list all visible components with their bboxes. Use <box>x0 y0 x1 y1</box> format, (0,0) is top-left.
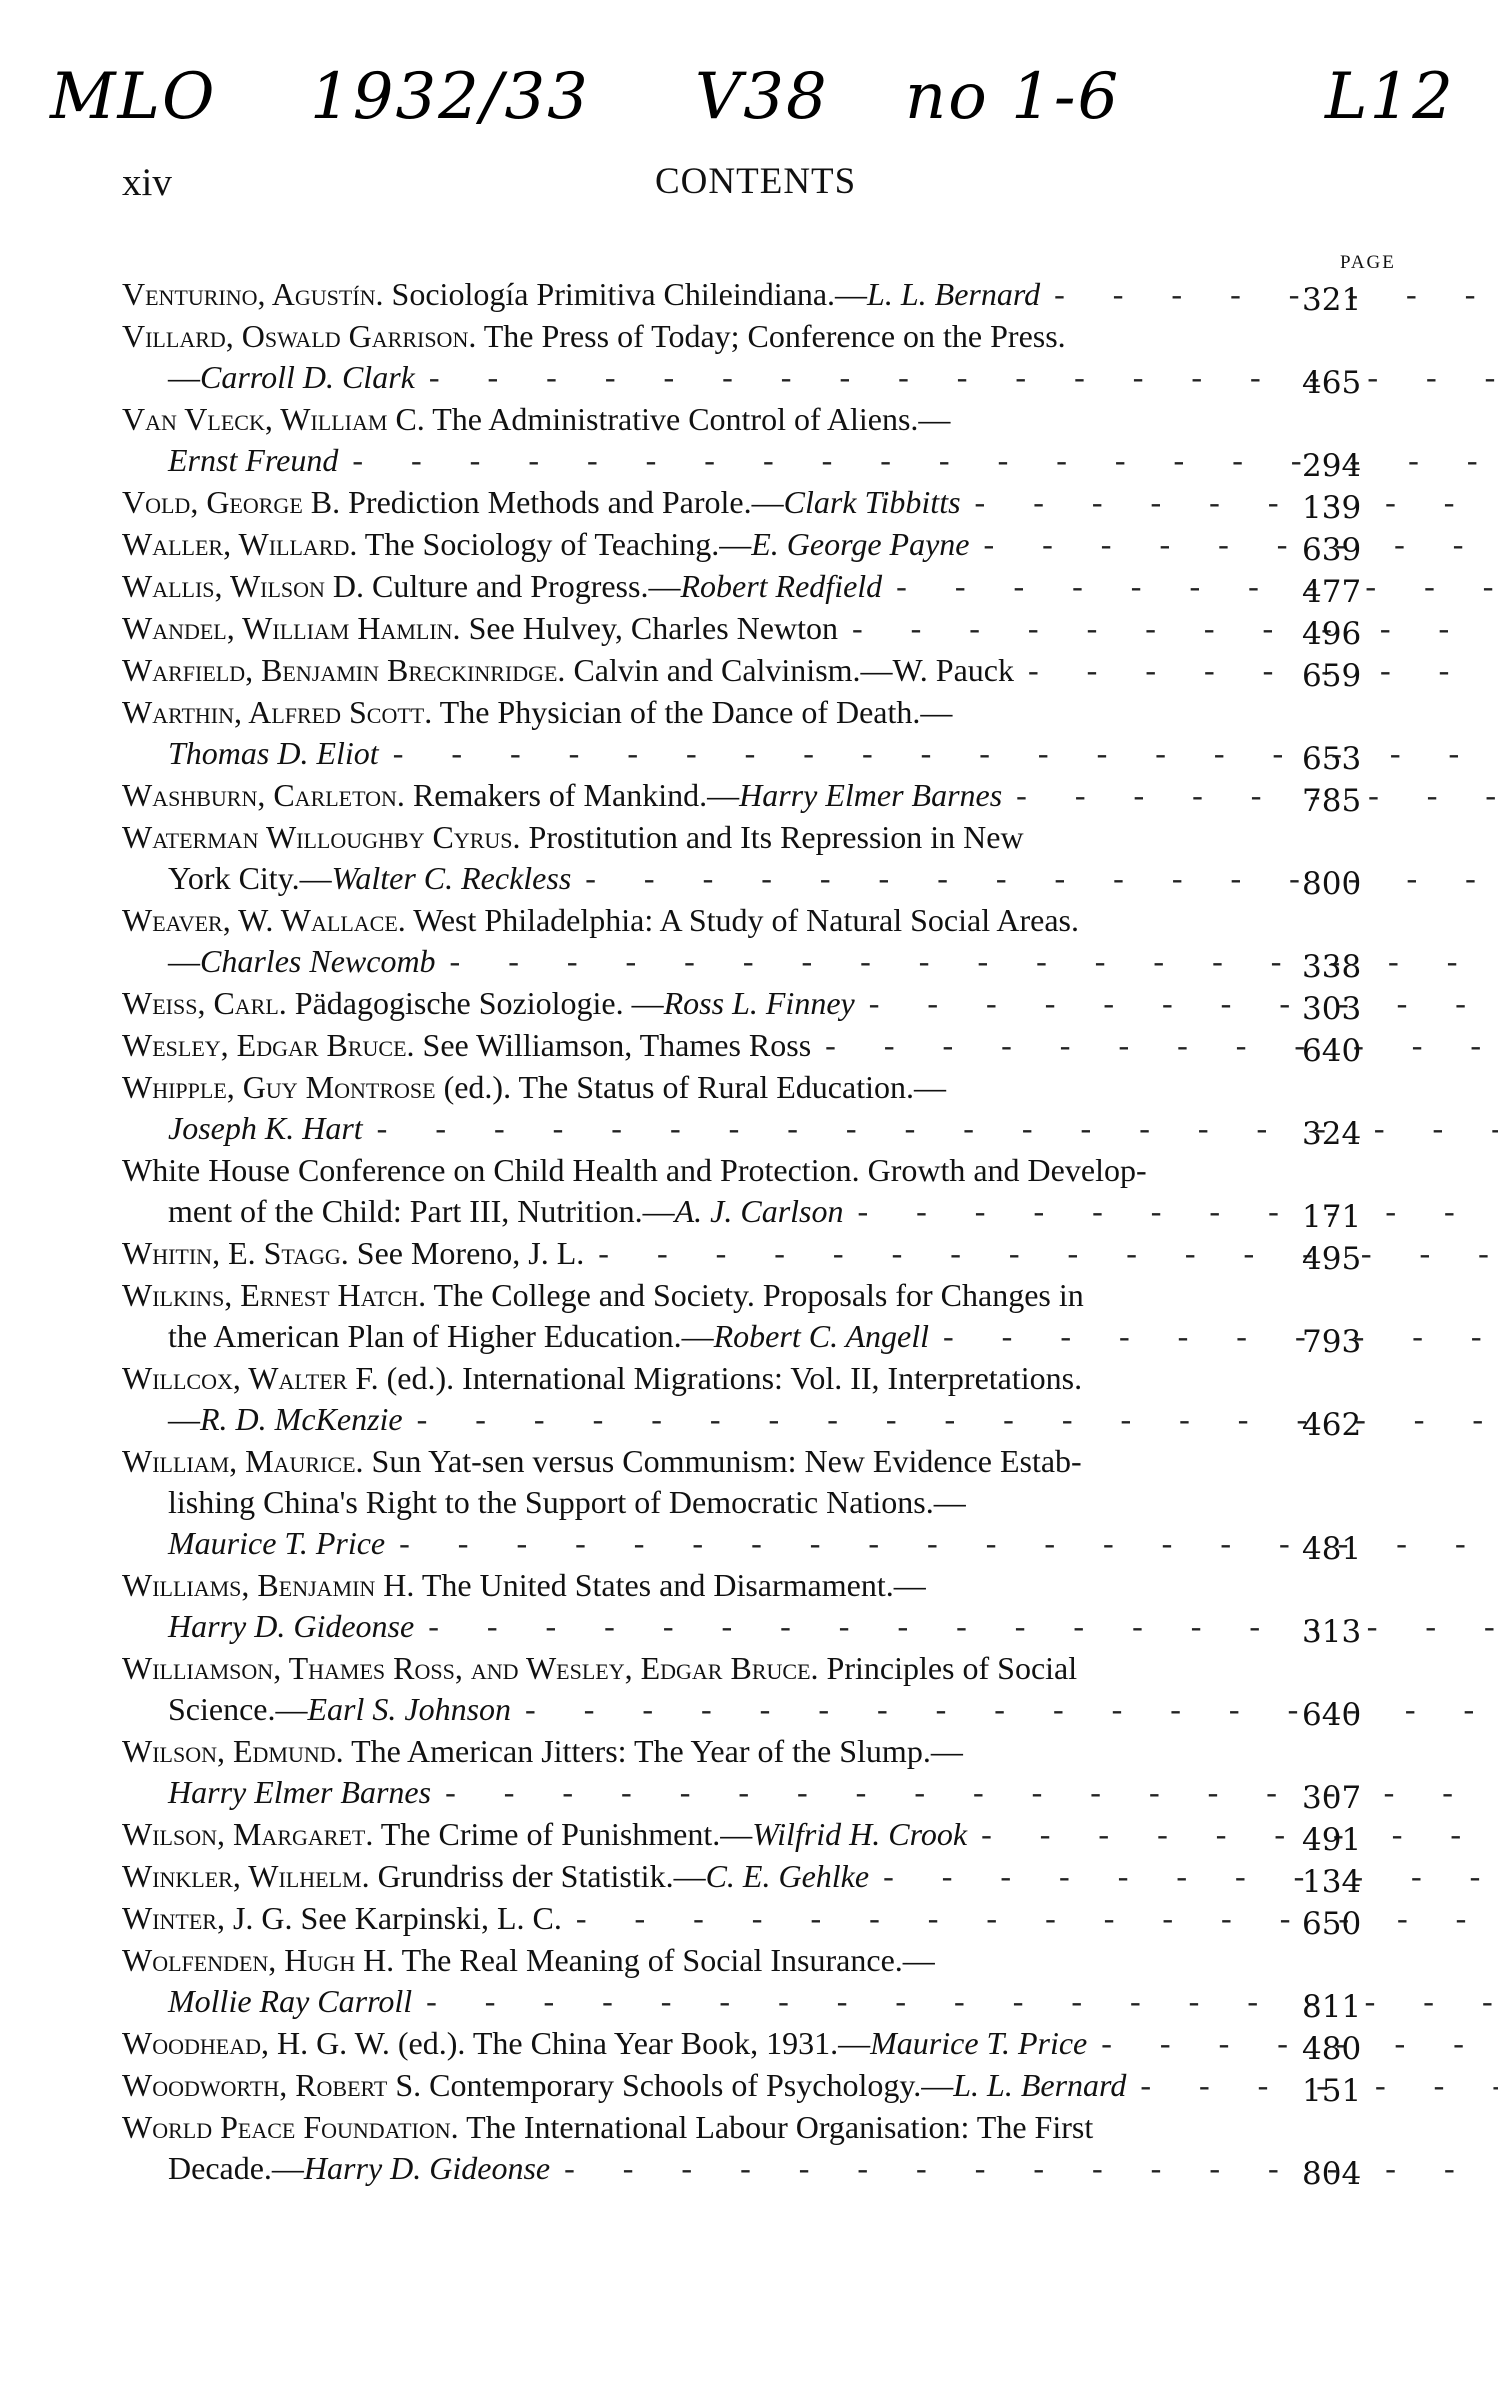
entry-title: Grundriss der Statistik.— <box>377 1858 706 1894</box>
entry-author: Woodhead, H. G. W. <box>122 2025 390 2061</box>
entry-title: See Hulvey, Charles Newton <box>468 610 838 646</box>
entry-reviewer: Carroll D. Clark <box>200 359 415 395</box>
entry-page-number: 171 <box>1302 1199 1362 1235</box>
entry-title: The College and Society. Proposals for Changes in <box>433 1277 1084 1313</box>
entry-title: The Physician of the Dance of Death.— <box>439 694 953 730</box>
contents-entry <box>122 650 1397 694</box>
entry-title: Science.— <box>168 1691 308 1727</box>
entry-author: Waterman Willoughby Cyrus. <box>122 819 521 855</box>
dot-leader <box>1054 276 1498 312</box>
contents-entry <box>122 1856 1397 1900</box>
handwritten-mark: V38 <box>695 60 829 134</box>
contents-entry <box>122 1441 1397 1567</box>
entry-author: Wesley, Edgar Bruce. <box>122 1027 415 1063</box>
entry-title: The United States and Disarmament.— <box>421 1567 926 1603</box>
entry-page-number: 653 <box>1302 741 1362 777</box>
entry-reviewer: Earl S. Johnson <box>307 1691 512 1727</box>
entry-page-number: 134 <box>1302 1864 1362 1900</box>
contents-entry <box>122 274 1397 318</box>
entry-reviewer: Harry Elmer Barnes <box>739 777 1003 813</box>
entry-author: Willcox, Walter F. <box>122 1360 379 1396</box>
entry-author: Weiss, Carl. <box>122 985 287 1021</box>
contents-entry <box>122 2023 1397 2067</box>
entry-reviewer: L. L. Bernard <box>867 276 1041 312</box>
entry-reviewer: Thomas D. Eliot <box>168 735 379 771</box>
entry-page-number: 462 <box>1302 1407 1362 1443</box>
page-folio: xiv <box>122 161 172 204</box>
entry-author: Warthin, Alfred Scott. <box>122 694 433 730</box>
entry-author: Waller, Willard. <box>122 526 358 562</box>
entry-title: — <box>168 943 200 979</box>
entry-author: Wolfenden, Hugh H. <box>122 1942 395 1978</box>
entry-title: Culture and Progress.— <box>372 568 681 604</box>
entry-author: Wilson, Edmund. <box>122 1733 344 1769</box>
contents-entry <box>122 1565 1397 1650</box>
entry-author: Williamson, Thames Ross, and Wesley, Edgar Bruce. <box>122 1650 819 1686</box>
entry-title: The Administrative Control of Aliens.— <box>432 401 951 437</box>
entry-reviewer: Harry D. Gideonse <box>303 2150 551 2186</box>
entry-title: The International Labour Organisation: The First <box>466 2109 1094 2145</box>
entry-author: William, Maurice. <box>122 1443 364 1479</box>
entry-page-number: 640 <box>1302 1033 1362 1069</box>
contents-entry <box>122 399 1397 484</box>
page-column-label: PAGE <box>1340 252 1396 273</box>
entry-title: Prediction Methods and Parole.— <box>348 484 784 520</box>
entry-reviewer: A. J. Carlson <box>674 1193 844 1229</box>
entry-page-number: 659 <box>1302 658 1362 694</box>
contents-entry <box>122 1275 1397 1360</box>
entry-author: Whipple, Guy Montrose <box>122 1069 436 1105</box>
entry-author: Woodworth, Robert S. <box>122 2067 422 2103</box>
entry-title: (ed.). The Status of Rural Education.— <box>443 1069 946 1105</box>
entry-author: Weaver, W. Wallace. <box>122 902 406 938</box>
entry-title: The American Jitters: The Year of the Slump.— <box>351 1733 963 1769</box>
entry-title: The Real Meaning of Social Insurance.— <box>401 1942 935 1978</box>
entry-title: West Philadelphia: A Study of Natural Social Areas. <box>413 902 1079 938</box>
entry-title: See Karpinski, L. C. <box>300 1900 562 1936</box>
entry-reviewer: Charles Newcomb <box>200 943 436 979</box>
entry-title: Remakers of Mankind.— <box>412 777 740 813</box>
dot-leader <box>981 1816 1498 1852</box>
contents-entry <box>122 1358 1397 1443</box>
entry-title: The Press of Today; Conference on the Press. <box>483 318 1066 354</box>
contents-entry <box>122 1150 1397 1235</box>
entry-title: Decade.— <box>168 2150 304 2186</box>
dot-leader <box>1028 652 1498 688</box>
entry-author: Villard, Oswald Garrison. <box>122 318 477 354</box>
entry-author: Whitin, E. Stagg. <box>122 1235 349 1271</box>
entry-reviewer: Robert Redfield <box>680 568 883 604</box>
entry-title: Contemporary Schools of Psychology.— <box>429 2067 954 2103</box>
entry-reviewer: C. E. Gehlke <box>705 1858 870 1894</box>
entry-page-number: 480 <box>1302 2031 1362 2067</box>
entry-title: The Crime of Punishment.— <box>380 1816 753 1852</box>
entry-author: Warfield, Benjamin Breckinridge. <box>122 652 566 688</box>
entry-author: Wilson, Margaret. <box>122 1816 374 1852</box>
entry-page-number: 640 <box>1302 1697 1362 1733</box>
entry-author: Van Vleck, William C. <box>122 401 425 437</box>
entry-title: the American Plan of Higher Education.— <box>168 1318 714 1354</box>
entry-reviewer: Ernst Freund <box>168 442 339 478</box>
entry-reviewer: Maurice T. Price <box>870 2025 1088 2061</box>
entry-title: The Sociology of Teaching.— <box>364 526 752 562</box>
contents-entry <box>122 482 1397 526</box>
contents-entry <box>122 1814 1397 1858</box>
contents-entry <box>122 1067 1397 1152</box>
entry-page-number: 151 <box>1302 2073 1362 2109</box>
contents-entry <box>122 1940 1397 2025</box>
entry-page-number: 139 <box>1302 490 1362 526</box>
running-head <box>0 160 1498 220</box>
entry-author: Wandel, William Hamlin. <box>122 610 461 646</box>
entry-reviewer: Mollie Ray Carroll <box>168 1983 413 2019</box>
entry-reviewer: E. George Payne <box>751 526 970 562</box>
entry-page-number: 785 <box>1302 783 1362 819</box>
entry-author: Wallis, Wilson D. <box>122 568 365 604</box>
entry-title: — <box>168 1401 200 1437</box>
dot-leader <box>896 568 1498 604</box>
entry-author: Winkler, Wilhelm. <box>122 1858 370 1894</box>
dot-leader <box>983 526 1498 562</box>
entry-page-number: 321 <box>1302 282 1362 318</box>
entry-page-number: 303 <box>1302 991 1362 1027</box>
entry-page-number: 477 <box>1302 574 1362 610</box>
entry-author: Venturino, Agustín. <box>122 276 384 312</box>
entry-page-number: 496 <box>1302 616 1362 652</box>
entry-title: See Williamson, Thames Ross <box>422 1027 812 1063</box>
entry-title: Prostitution and Its Repression in New <box>528 819 1024 855</box>
page-title: CONTENTS <box>655 161 857 202</box>
entry-author: Wilkins, Ernest Hatch. <box>122 1277 427 1313</box>
dot-leader <box>943 1318 1498 1354</box>
contents-entry <box>122 2065 1397 2109</box>
handwritten-mark: MLO <box>50 60 217 134</box>
entry-title: York City.— <box>168 860 332 896</box>
contents-entry <box>122 900 1397 985</box>
entry-title: Calvin and Calvinism.—W. Pauck <box>573 652 1014 688</box>
entry-title: Pädagogische Soziologie. — <box>294 985 664 1021</box>
entry-title: (ed.). International Migrations: Vol. II, Interpretations. <box>386 1360 1083 1396</box>
entry-title: ment of the Child: Part III, Nutrition.— <box>168 1193 675 1229</box>
entry-reviewer: Ross L. Finney <box>663 985 855 1021</box>
dot-leader <box>869 985 1498 1021</box>
entry-reviewer: Wilfrid H. Crook <box>752 1816 968 1852</box>
entry-title: — <box>168 359 200 395</box>
entry-reviewer: Harry D. Gideonse <box>168 1608 415 1644</box>
entry-author: Vold, George B. <box>122 484 341 520</box>
entry-page-number: 307 <box>1302 1780 1362 1816</box>
entry-title: Sociología Primitiva Chileindiana.— <box>391 276 868 312</box>
contents-entry <box>122 316 1397 401</box>
entry-page-number: 639 <box>1302 532 1362 568</box>
entry-title: lishing China's Right to the Support of Democratic Nations.— <box>168 1484 966 1520</box>
contents-list <box>122 274 1397 2190</box>
entry-page-number: 800 <box>1302 866 1362 902</box>
entry-reviewer: Robert C. Angell <box>713 1318 930 1354</box>
entry-page-number: 465 <box>1302 365 1362 401</box>
entry-reviewer: L. L. Bernard <box>953 2067 1127 2103</box>
entry-page-number: 338 <box>1302 949 1362 985</box>
contents-entry <box>122 1648 1397 1733</box>
entry-page-number: 495 <box>1302 1241 1362 1277</box>
entry-reviewer: Walter C. Reckless <box>331 860 572 896</box>
entry-author: World Peace Foundation. <box>122 2109 459 2145</box>
contents-entry <box>122 608 1397 652</box>
entry-page-number: 650 <box>1302 1906 1362 1942</box>
contents-entry <box>122 524 1397 568</box>
entry-page-number: 491 <box>1302 1822 1362 1858</box>
contents-entry <box>122 1233 1397 1277</box>
dot-leader <box>825 1027 1498 1063</box>
entry-title: White House Conference on Child Health and Protection. Growth and Develop- <box>122 1152 1147 1188</box>
handwritten-mark: no 1-6 <box>905 60 1121 134</box>
entry-author: Williams, Benjamin H. <box>122 1567 415 1603</box>
dot-leader <box>883 1858 1498 1894</box>
entry-reviewer: Harry Elmer Barnes <box>168 1774 432 1810</box>
contents-entry <box>122 1025 1397 1069</box>
contents-entry <box>122 983 1397 1027</box>
dot-leader <box>1016 777 1498 813</box>
entry-title: (ed.). The China Year Book, 1931.— <box>397 2025 871 2061</box>
entry-page-number: 804 <box>1302 2156 1362 2192</box>
contents-entry <box>122 1731 1397 1816</box>
entry-page-number: 811 <box>1302 1989 1362 2025</box>
entry-title: Principles of Social <box>826 1650 1078 1686</box>
entry-reviewer: R. D. McKenzie <box>200 1401 403 1437</box>
dot-leader <box>975 484 1498 520</box>
contents-entry <box>122 2107 1397 2192</box>
dot-leader <box>1101 2025 1498 2061</box>
dot-leader <box>852 610 1498 646</box>
handwritten-mark: 1932/33 <box>310 60 590 134</box>
entry-title: See Moreno, J. L. <box>356 1235 585 1271</box>
contents-entry <box>122 775 1397 819</box>
entry-page-number: 294 <box>1302 448 1362 484</box>
entry-page-number: 324 <box>1302 1116 1362 1152</box>
entry-page-number: 313 <box>1302 1614 1362 1650</box>
contents-entry <box>122 817 1397 902</box>
entry-title: Sun Yat-sen versus Communism: New Evidence Estab- <box>371 1443 1082 1479</box>
entry-author: Winter, J. G. <box>122 1900 293 1936</box>
entry-page-number: 481 <box>1302 1531 1362 1567</box>
entry-author: Washburn, Carleton. <box>122 777 405 813</box>
dot-leader <box>857 1193 1498 1229</box>
entry-reviewer: Maurice T. Price <box>168 1525 386 1561</box>
entry-page-number: 793 <box>1302 1324 1362 1360</box>
contents-entry <box>122 1898 1397 1942</box>
contents-entry <box>122 566 1397 610</box>
handwritten-mark: L12 <box>1325 60 1455 134</box>
entry-reviewer: Joseph K. Hart <box>168 1110 363 1146</box>
entry-reviewer: Clark Tibbitts <box>783 484 961 520</box>
contents-entry <box>122 692 1397 777</box>
